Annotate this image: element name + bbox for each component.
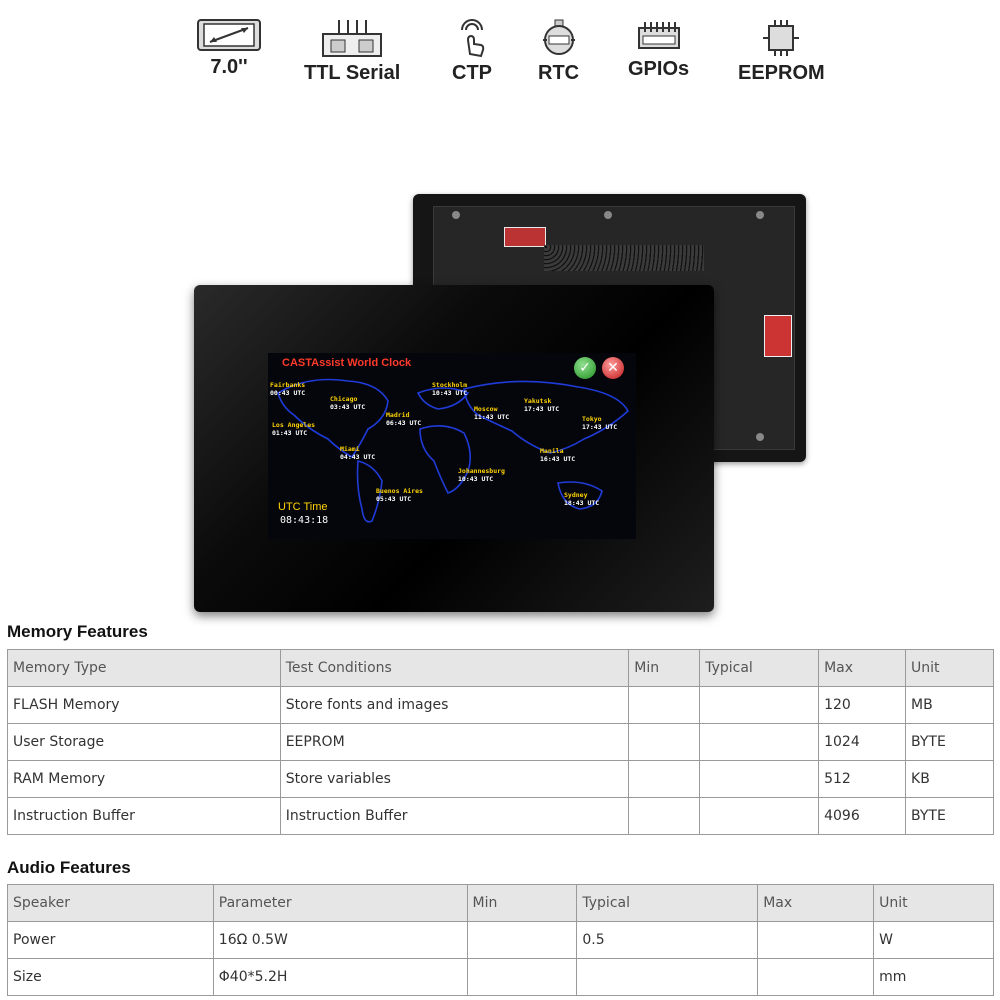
table-cell: RAM Memory bbox=[8, 761, 281, 798]
table-cell bbox=[629, 761, 700, 798]
feature-label: 7.0'' bbox=[210, 56, 248, 78]
device-screen bbox=[268, 353, 636, 539]
table-cell: 1024 bbox=[819, 724, 906, 761]
table-cell bbox=[700, 687, 819, 724]
table-header-row bbox=[8, 650, 994, 687]
table-header-cell: Typical bbox=[700, 650, 819, 687]
close-icon: ✕ bbox=[607, 360, 619, 376]
table-cell: Instruction Buffer bbox=[8, 798, 281, 835]
table-cell: Store variables bbox=[280, 761, 629, 798]
city-label: Sydney 18:43 UTC bbox=[564, 491, 600, 507]
table-header-cell: Typical bbox=[577, 885, 758, 922]
city-label: Tokyo 17:43 UTC bbox=[582, 415, 618, 431]
feature-label: CTP bbox=[452, 62, 492, 84]
table-cell: W bbox=[874, 922, 994, 959]
table-cell: 512 bbox=[819, 761, 906, 798]
city-label: Moscow 11:43 UTC bbox=[474, 405, 510, 421]
connector-red bbox=[504, 227, 546, 247]
city-label: Fairbanks 00:43 UTC bbox=[270, 381, 306, 397]
table-row bbox=[8, 724, 994, 761]
city-label: Stockholm 10:43 UTC bbox=[432, 381, 468, 397]
utc-time: 08:43:18 bbox=[280, 515, 329, 526]
table-header-cell: Min bbox=[467, 885, 577, 922]
table-header-cell: Min bbox=[629, 650, 700, 687]
table-header-cell: Test Conditions bbox=[280, 650, 629, 687]
table-cell: User Storage bbox=[8, 724, 281, 761]
table-cell: Instruction Buffer bbox=[280, 798, 629, 835]
table-row bbox=[8, 798, 994, 835]
speaker-grille bbox=[544, 245, 704, 271]
table-cell: BYTE bbox=[906, 798, 994, 835]
table-header-cell: Memory Type bbox=[8, 650, 281, 687]
city-label: Johannesburg 10:43 UTC bbox=[458, 467, 505, 483]
feature-label: RTC bbox=[538, 62, 580, 84]
table-cell: 4096 bbox=[819, 798, 906, 835]
table-cell: 16Ω 0.5W bbox=[213, 922, 467, 959]
table-row bbox=[8, 922, 994, 959]
screen-title: CASTAssist World Clock bbox=[282, 357, 412, 369]
table-cell bbox=[700, 724, 819, 761]
table-cell: MB bbox=[906, 687, 994, 724]
utc-label: UTC Time bbox=[278, 501, 328, 513]
device-front-bezel bbox=[194, 285, 714, 612]
table-header-cell: Max bbox=[819, 650, 906, 687]
memory-table bbox=[7, 649, 994, 835]
table-row bbox=[8, 959, 994, 996]
table-cell: EEPROM bbox=[280, 724, 629, 761]
check-icon: ✓ bbox=[579, 360, 591, 376]
city-label: Los Angeles 01:43 UTC bbox=[272, 421, 316, 437]
table-cell bbox=[758, 922, 874, 959]
table-cell bbox=[577, 959, 758, 996]
table-cell: 120 bbox=[819, 687, 906, 724]
table-row bbox=[8, 761, 994, 798]
feature-label: EEPROM bbox=[738, 62, 825, 84]
table-header-cell: Unit bbox=[906, 650, 994, 687]
table-cell: Power bbox=[8, 922, 214, 959]
table-header-row bbox=[8, 885, 994, 922]
city-label: Madrid 06:43 UTC bbox=[386, 411, 422, 427]
feature-label: GPIOs bbox=[628, 58, 690, 80]
table-cell: 0.5 bbox=[577, 922, 758, 959]
table-cell bbox=[629, 724, 700, 761]
table-cell bbox=[700, 798, 819, 835]
audio-section-title: Audio Features bbox=[7, 858, 131, 877]
table-row bbox=[8, 687, 994, 724]
table-cell: Size bbox=[8, 959, 214, 996]
table-cell: FLASH Memory bbox=[8, 687, 281, 724]
audio-table bbox=[7, 884, 994, 996]
table-cell: BYTE bbox=[906, 724, 994, 761]
table-cell bbox=[467, 922, 577, 959]
city-label: Chicago 03:43 UTC bbox=[330, 395, 366, 411]
table-cell bbox=[700, 761, 819, 798]
city-label: Miami 04:43 UTC bbox=[340, 445, 376, 461]
table-cell: KB bbox=[906, 761, 994, 798]
table-header-cell: Max bbox=[758, 885, 874, 922]
table-cell bbox=[629, 798, 700, 835]
city-label: Yakutsk 17:43 UTC bbox=[524, 397, 560, 413]
city-label: Manila 16:43 UTC bbox=[540, 447, 576, 463]
table-cell: Store fonts and images bbox=[280, 687, 629, 724]
city-label: Buenos Aires 05:43 UTC bbox=[376, 487, 423, 503]
table-cell: Φ40*5.2H bbox=[213, 959, 467, 996]
cancel-button[interactable] bbox=[602, 357, 624, 379]
table-cell bbox=[758, 959, 874, 996]
memory-section-title: Memory Features bbox=[7, 622, 148, 641]
table-cell bbox=[629, 687, 700, 724]
table-header-cell: Parameter bbox=[213, 885, 467, 922]
feature-label: TTL Serial bbox=[304, 62, 401, 84]
table-cell bbox=[467, 959, 577, 996]
table-header-cell: Unit bbox=[874, 885, 994, 922]
side-connector bbox=[764, 315, 792, 357]
table-header-cell: Speaker bbox=[8, 885, 214, 922]
confirm-button[interactable] bbox=[574, 357, 596, 379]
table-cell: mm bbox=[874, 959, 994, 996]
